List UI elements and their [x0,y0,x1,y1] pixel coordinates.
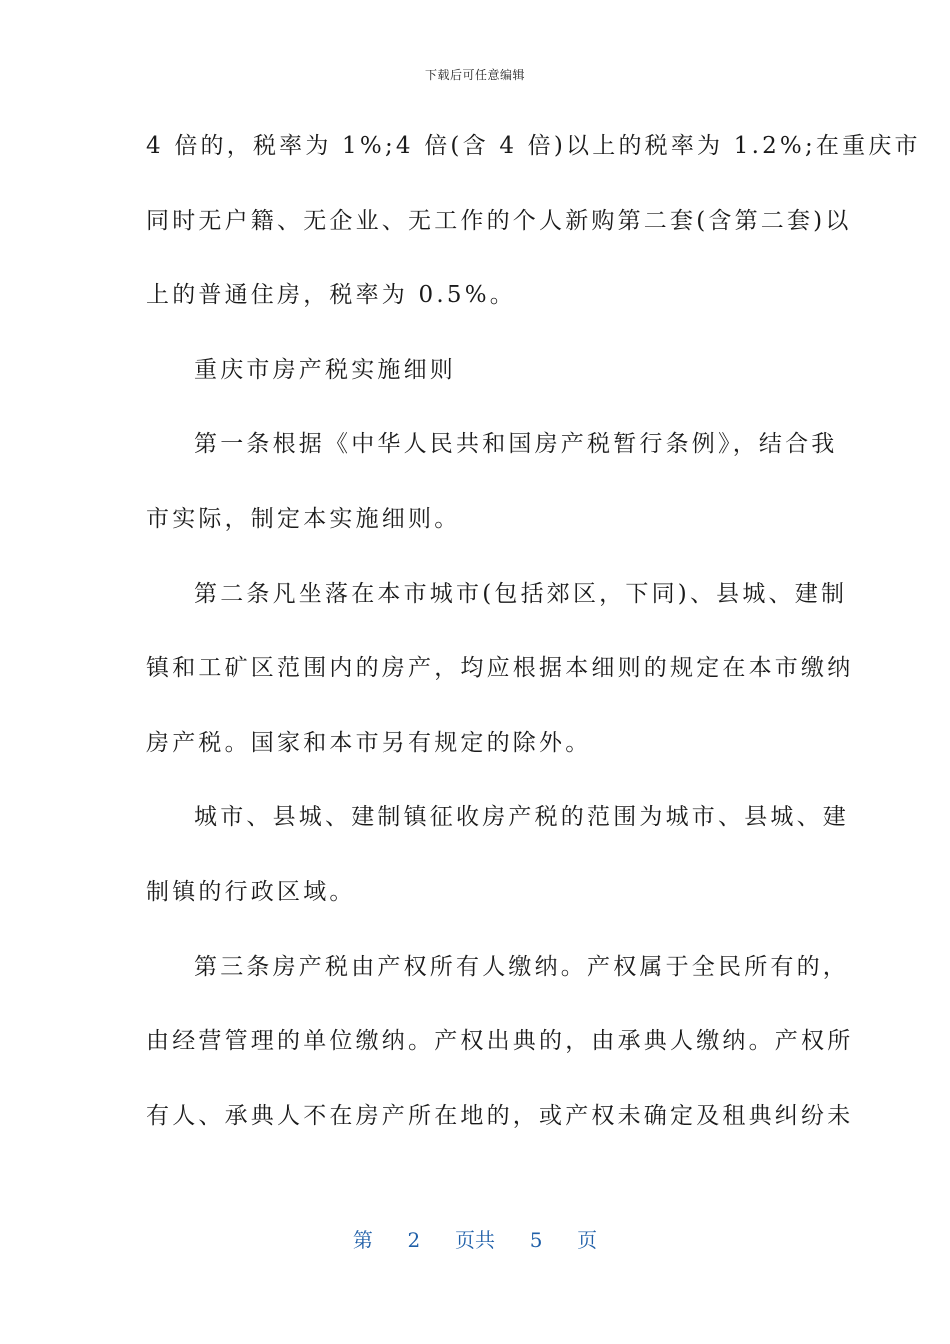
text-line: 第二条凡坐落在本市城市(包括郊区，下同)、县城、建制 [194,580,848,607]
text-line: 第一条根据《中华人民共和国房产税暂行条例》，结合我 [194,431,838,458]
page-header: 下载后可任意编辑 [424,68,525,82]
text-line: 由经营管理的单位缴纳。产权出典的，由承典人缴纳。产权所 [146,1028,854,1055]
text-line: 有人、承典人不在房产所在地的，或产权未确定及租典纠纷未 [146,1102,854,1129]
text-line: 城市、县城、建制镇征收房产税的范围为城市、县城、建 [194,804,849,831]
text-line: 房产税。国家和本市另有规定的除外。 [146,729,592,756]
text-line: 市实际，制定本实施细则。 [146,505,461,532]
total-page-number: 5 [529,1228,543,1252]
text-line: 镇和工矿区范围内的房产，均应根据本细则的规定在本市缴纳 [146,655,854,682]
section-heading: 重庆市房产税实施细则 [194,356,456,383]
document-body [146,126,921,1170]
footer-middle: 页共 [455,1228,495,1252]
current-page-number: 2 [407,1228,421,1252]
text-line: 上的普通住房，税率为 0.5%。 [146,282,516,309]
footer-prefix: 第 [352,1228,373,1252]
text-line: 第三条房产税由产权所有人缴纳。产权属于全民所有的， [194,953,849,980]
text-line: 制镇的行政区域。 [146,878,356,905]
text-line: 同时无户籍、无企业、无工作的个人新购第二套(含第二套)以 [146,207,852,234]
page-footer [0,1224,950,1253]
text-line: 4 倍的，税率为 1%;4 倍(含 4 倍)以上的税率为 1.2%;在重庆市 [146,133,921,159]
footer-suffix: 页 [577,1228,598,1252]
